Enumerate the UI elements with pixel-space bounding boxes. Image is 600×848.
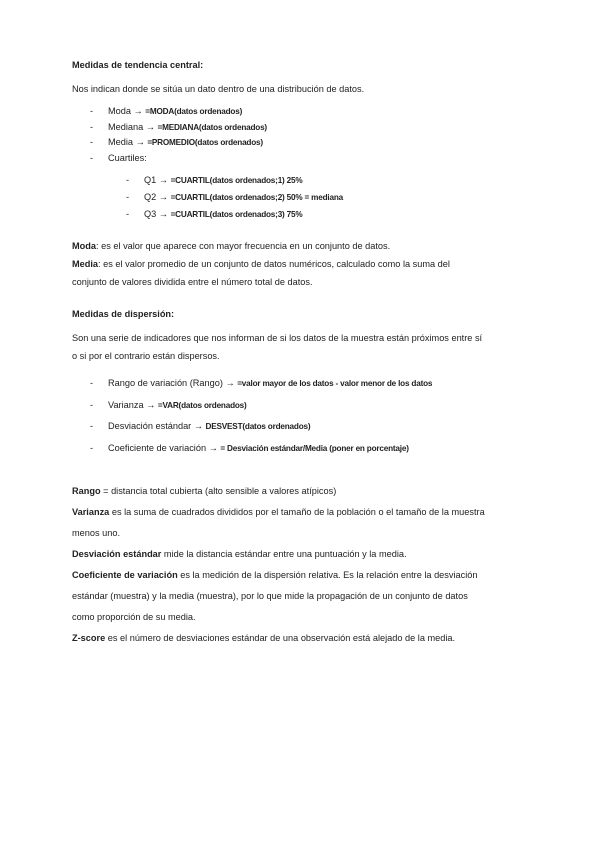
item-label: Moda → [108,106,143,116]
list-item-q2 [72,189,532,206]
item-formula: = Desviación estándar/Media (poner en porcentaje) [220,443,409,453]
list-item-coeficiente [72,438,532,460]
item-label: Rango de variación (Rango) → [108,378,235,388]
dispersion-heading: Medidas de dispersión: [72,309,175,319]
zscore-definition: Z-score es el número de desviaciones estándar de una observación está alejado de la media. [72,633,456,643]
list-item-varianza [72,395,532,417]
varianza-definition: Varianza es la suma de cuadrados divididos por el tamaño de la población o el tamaño de la muestra [72,507,485,517]
term-zscore: Z-score [72,633,106,643]
term-moda: Moda [72,241,96,251]
term-rango: Rango [72,486,101,496]
document-page [72,56,532,649]
term-media: Media [72,259,99,269]
dispersion-intro-cont: o si por el contrario están dispersos. [72,351,220,361]
quartiles-list [72,172,532,223]
central-tendency-list [72,104,532,166]
list-item-mediana [72,120,532,136]
item-label: Cuartiles: [108,152,147,163]
list-item-desviacion [72,416,532,438]
coeficiente-definition-cont2: como proporción de su media. [72,612,196,622]
item-label: Mediana → [108,121,155,132]
item-formula: =MODA(datos ordenados) [145,107,243,116]
coeficiente-definition: Coeficiente de variación es la medición de la dispersión relativa. Es la relación entre la desviación [72,570,478,580]
item-label: Media → [108,137,145,147]
central-tendency-intro: Nos indican donde se sitúa un dato dentro de una distribución de datos. [72,84,365,94]
item-label: Coeficiente de variación → [108,442,218,453]
item-formula: =PROMEDIO(datos ordenados) [147,138,263,147]
item-formula: =CUARTIL(datos ordenados;3) 75% [170,210,303,219]
varianza-definition-cont: menos uno. [72,528,121,538]
term-desviacion: Desviación estándar [72,549,162,559]
item-formula: =valor mayor de los datos - valor menor de los datos [237,379,433,388]
term-varianza: Varianza [72,507,110,517]
item-label: Varianza → [108,399,156,410]
item-label: Q2 → [144,192,168,202]
media-definition: Media: es el valor promedio de un conjunto de datos numéricos, calculado como la suma del [72,259,450,269]
item-formula: =CUARTIL(datos ordenados;2) 50% = mediana [170,193,343,202]
dispersion-list [72,373,532,459]
coeficiente-definition-cont: estándar (muestra) y la media (muestra), por lo que mide la propagación de un conjunto de datos [72,591,468,601]
list-item-q3 [72,206,532,223]
item-formula: =VAR(datos ordenados) [157,400,247,410]
term-coeficiente: Coeficiente de variación [72,570,178,580]
item-label: Desviación estándar → [108,421,203,431]
list-item-q1 [72,172,532,189]
item-label: Q3 → [144,209,168,219]
rango-definition: Rango = distancia total cubierta (alto sensible a valores atípicos) [72,486,337,496]
item-formula: =MEDIANA(datos ordenados) [157,122,267,132]
dispersion-intro: Son una serie de indicadores que nos informan de si los datos de la muestra están próximos entre sí [72,333,483,343]
item-formula: DESVEST(datos ordenados) [205,422,311,431]
item-formula: =CUARTIL(datos ordenados;1) 25% [170,176,303,185]
list-item-rango [72,373,532,395]
list-item-media [72,135,532,151]
item-label: Q1 → [144,175,168,185]
media-definition-cont: conjunto de valores dividida entre el número total de datos. [72,277,313,287]
list-item-moda [72,104,532,120]
moda-definition: Moda: es el valor que aparece con mayor frecuencia en un conjunto de datos. [72,241,391,251]
list-item-cuartiles [72,151,532,167]
central-tendency-heading: Medidas de tendencia central: [72,60,204,70]
desviacion-definition: Desviación estándar mide la distancia estándar entre una puntuación y la media. [72,549,407,559]
